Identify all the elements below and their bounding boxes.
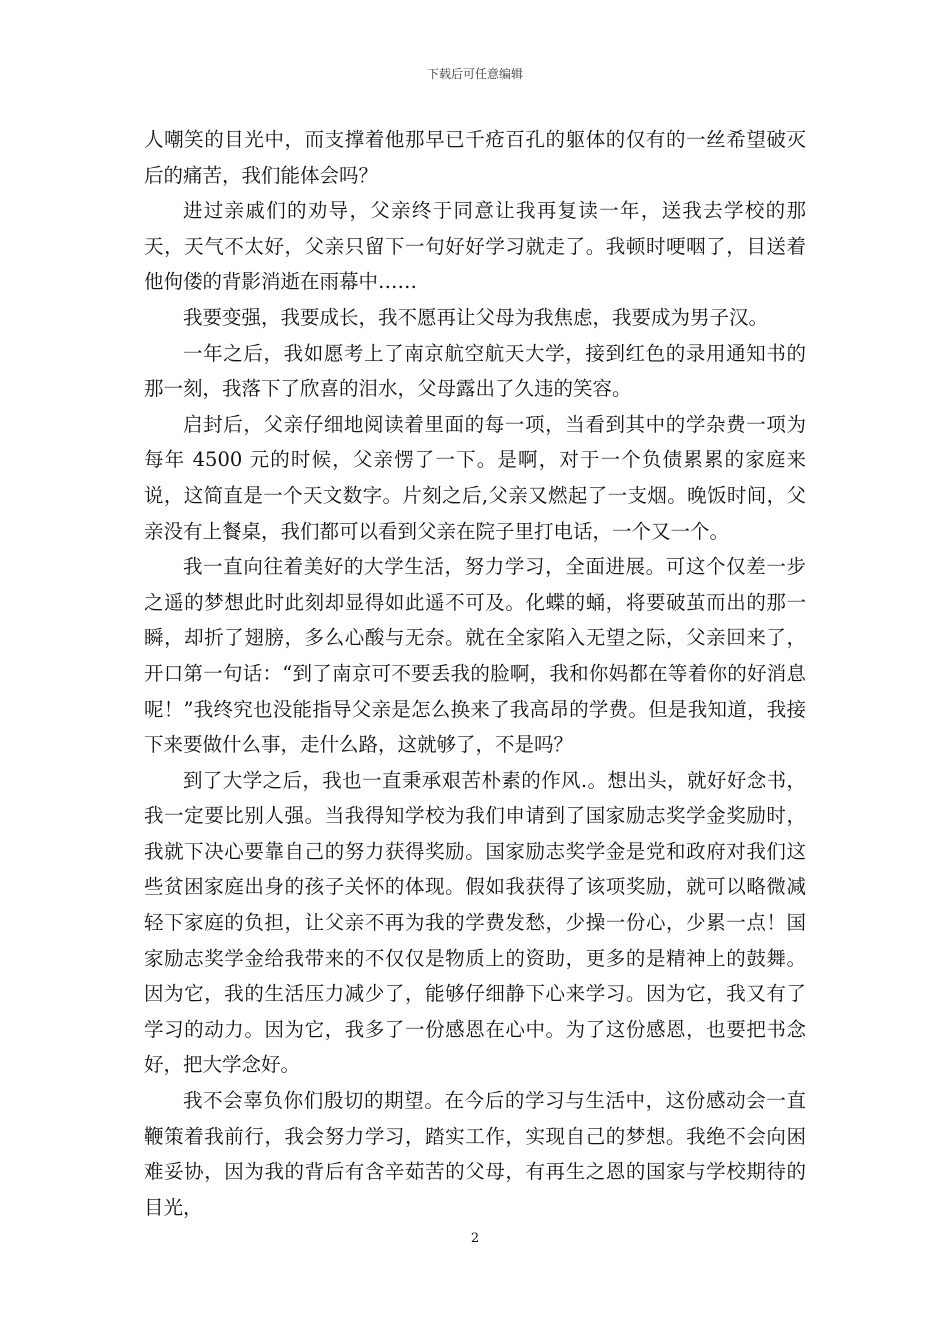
paragraph: 进过亲戚们的劝导，父亲终于同意让我再复读一年，送我去学校的那天，天气不太好，父亲只留下一句好好学习就走了。我顿时哽咽了，目送着他佝偻的背影消逝在雨幕中……	[144, 199, 806, 294]
page-number: 2	[470, 1231, 480, 1246]
page-header: 下载后可任意编辑	[426, 67, 523, 81]
paragraph: 人嘲笑的目光中，而支撑着他那早已千疮百孔的躯体的仅有的一丝希望破灭后的痛苦，我们能体会吗？	[144, 128, 806, 187]
paragraph: 一年之后，我如愿考上了南京航空航天大学，接到红色的录用通知书的那一刻，我落下了欣喜的泪水，父母露出了久违的笑容。	[144, 341, 806, 401]
body-text	[144, 122, 806, 1225]
paragraph: 我要变强，我要成长，我不愿再让父母为我焦虑，我要成为男子汉。	[183, 305, 769, 329]
paragraph: 启封后，父亲仔细地阅读着里面的每一项，当看到其中的学杂费一项为每年 4500 元的时候，父亲愣了一下。是啊，对于一个负债累累的家庭来说，这简直是一个天文数字。片刻之后,父亲又燃起了一支烟。晚饭时间，父亲没有上餐桌，我们都可以看到父亲在院子里打电话，一个又一个。	[144, 412, 806, 543]
paragraph: 到了大学之后，我也一直秉承艰苦朴素的作风.。想出头，就好好念书，我一定要比别人强。当我得知学校为我们申请到了国家励志奖学金奖励时，我就下决心要靠自己的努力获得奖励。国家励志奖学金是党和政府对我们这些贫困家庭出身的孩子关怀的体现。假如我获得了该项奖励，就可以略微减轻下家庭的负担，让父亲不再为我的学费发愁，少操一份心，少累一点！国家励志奖学金给我带来的不仅仅是物质上的资助，更多的是精神上的鼓舞。因为它，我的生活压力减少了，能够仔细静下心来学习。因为它，我又有了学习的动力。因为它，我多了一份感恩在心中。为了这份感恩，也要把书念好，把大学念好。	[144, 768, 806, 1077]
paragraph: 我一直向往着美好的大学生活，努力学习，全面进展。可这个仅差一步之遥的梦想此时此刻却显得如此遥不可及。化蝶的蛹，将要破茧而出的那一瞬，却折了翅膀，多么心酸与无奈。就在全家陷入无望之际，父亲回来了，开口第一句话：“到了南京可不要丢我的脸啊，我和你妈都在等着你的好消息呢！”我终究也没能指导父亲是怎么换来了我高昂的学费。但是我知道，我接下来要做什么事，走什么路，这就够了，不是吗？	[144, 555, 806, 757]
paragraph: 我不会辜负你们殷切的期望。在今后的学习与生活中，这份感动会一直鞭策着我前行，我会努力学习，踏实工作，实现自己的梦想。我绝不会向困难妥协，因为我的背后有含辛茹苦的父母，有再生之恩的国家与学校期待的目光，	[144, 1089, 806, 1219]
